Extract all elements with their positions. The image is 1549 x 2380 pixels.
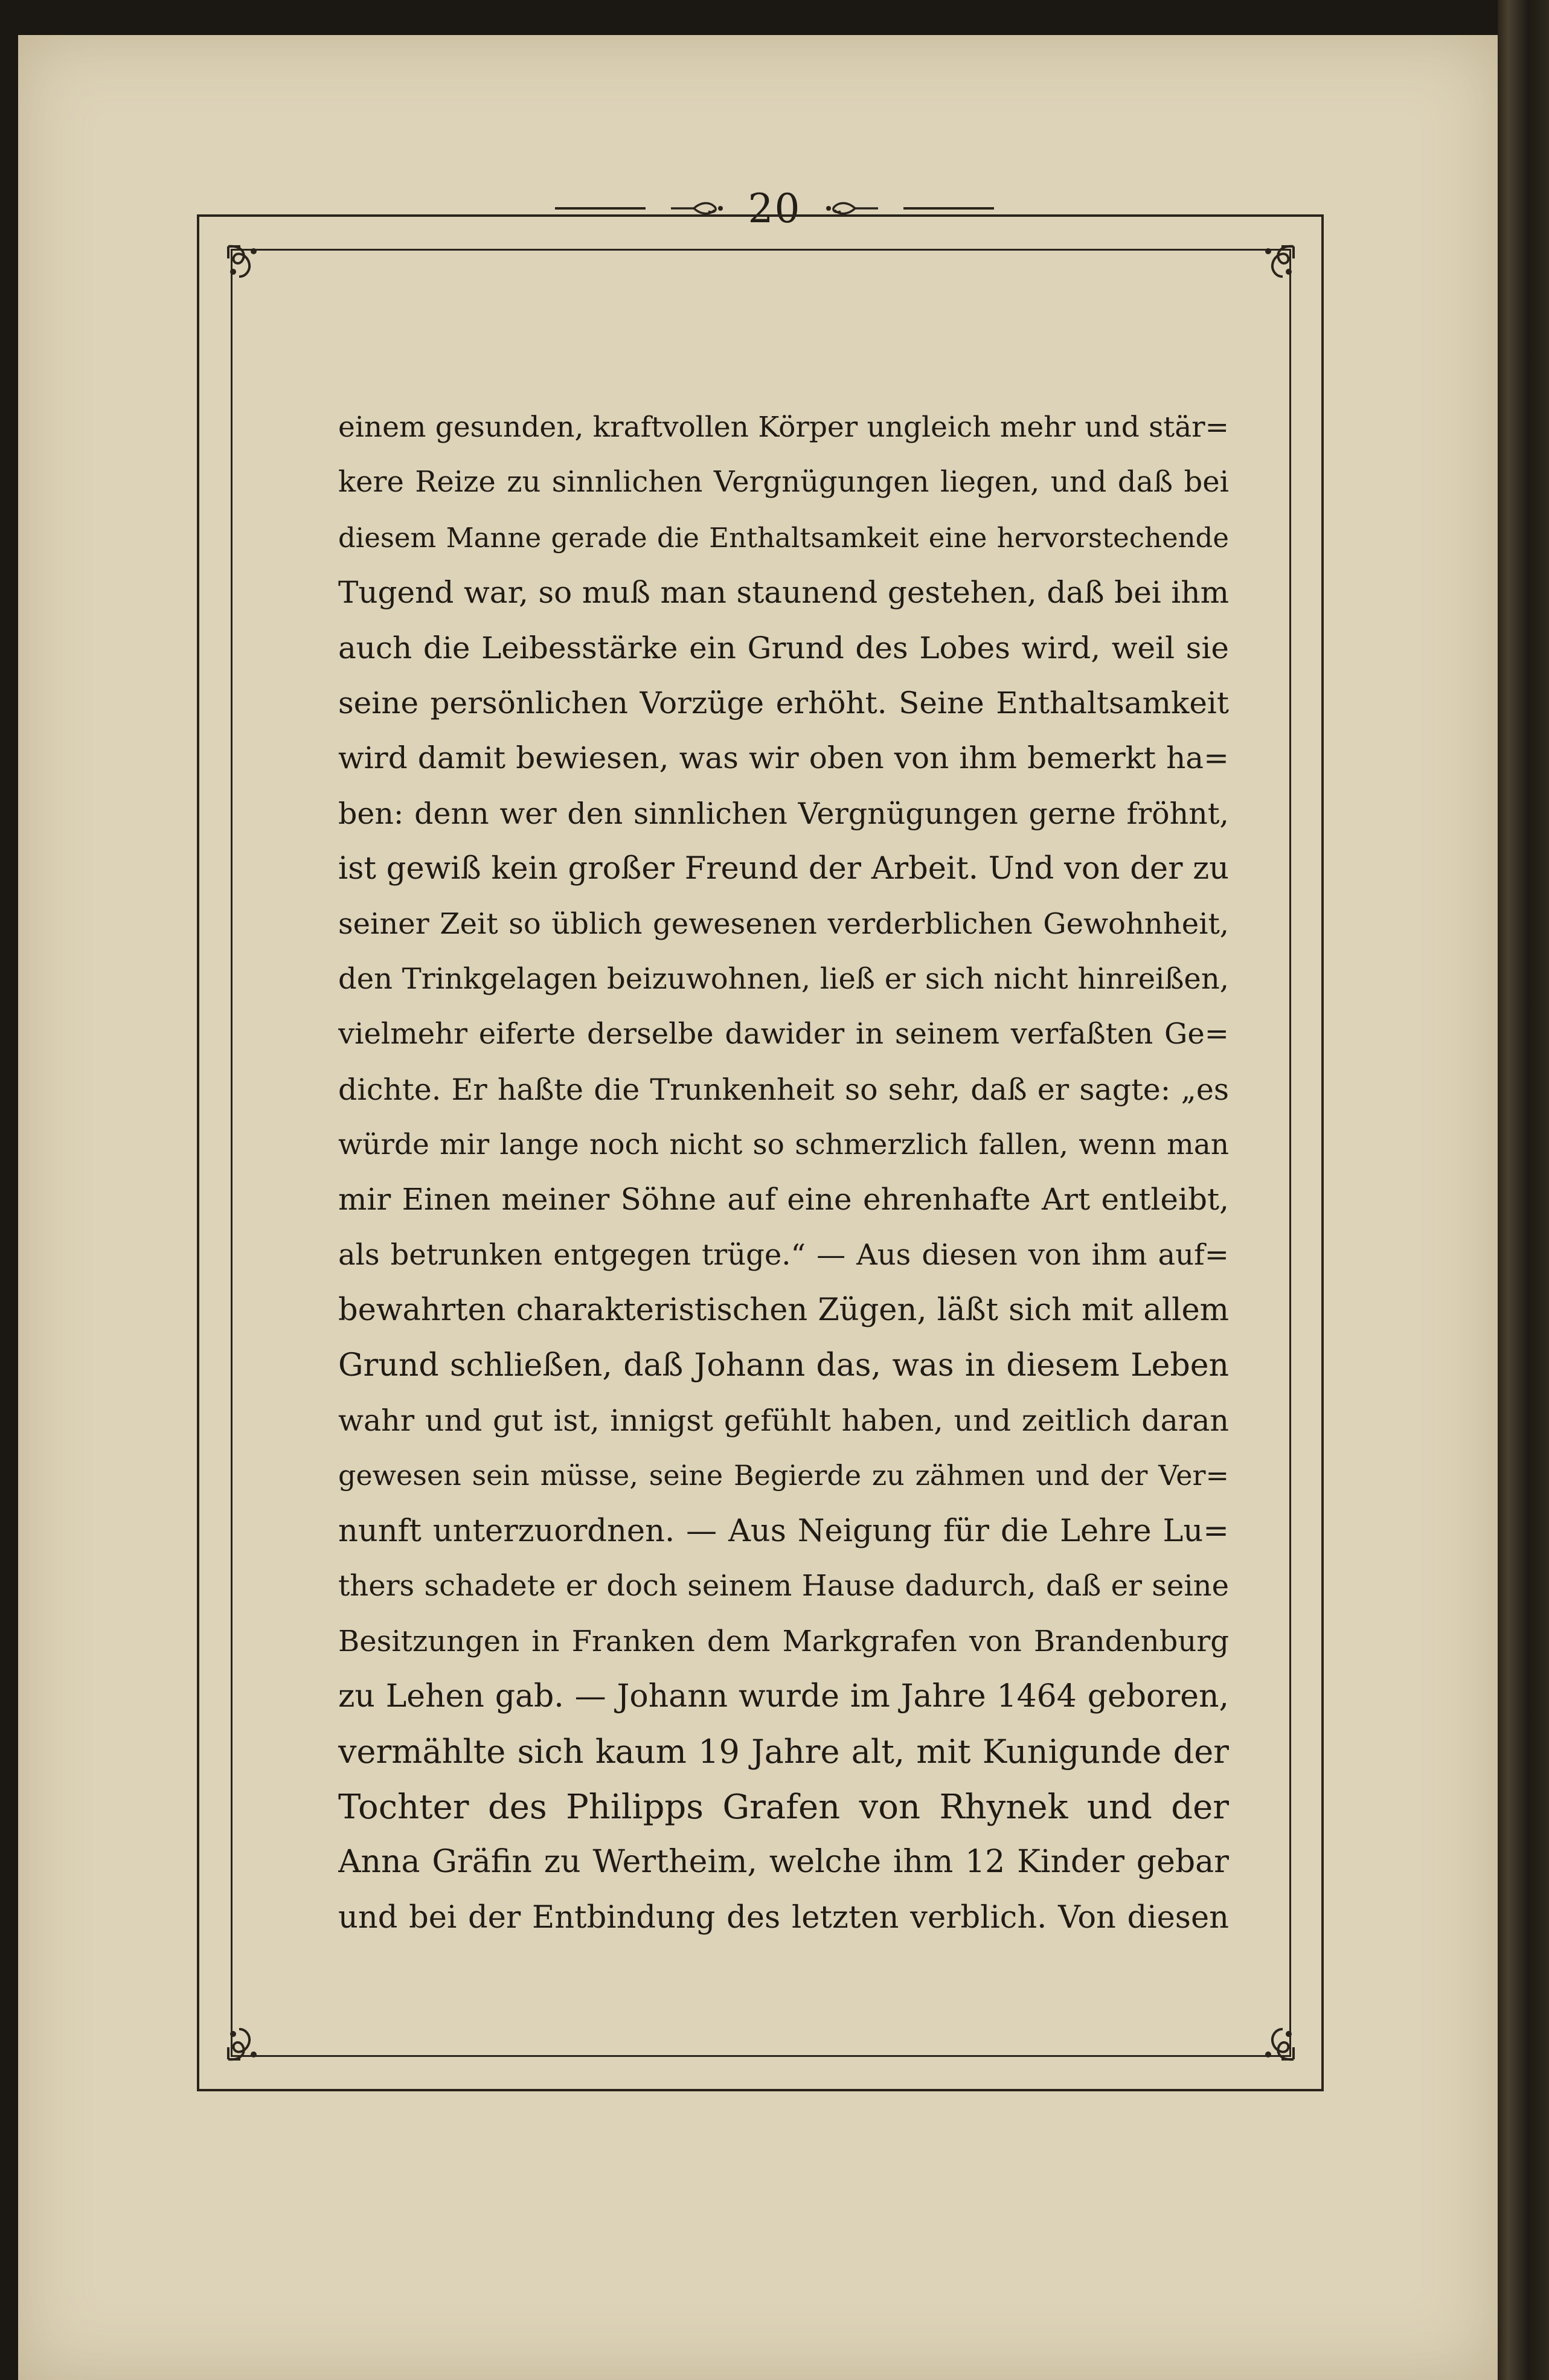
text-line: diesem Manne gerade die Enthaltsamkeit eine hervorstechende (338, 521, 1229, 554)
text-line: nunft unterzuordnen. — Aus Neigung für die Lehre Lu= (338, 1513, 1229, 1549)
text-line: thers schadete er doch seinem Hause dadurch, daß er seine (338, 1569, 1229, 1603)
text-line: Grund schließen, daß Johann das, was in diesem Leben (338, 1347, 1229, 1384)
text-line: seine persönlichen Vorzüge erhöht. Seine Enthaltsamkeit (338, 685, 1229, 720)
text-line: Tochter des Philipps Grafen von Rhynek und der (338, 1787, 1229, 1827)
text-line: kere Reize zu sinnlichen Vergnügungen liegen, und daß bei (338, 465, 1229, 499)
text-line: als betrunken entgegen trüge.“ — Aus diesen von ihm auf= (338, 1237, 1229, 1272)
text-line: den Trinkgelagen beizuwohnen, ließ er sich nicht hinreißen, (338, 961, 1229, 996)
text-line: gewesen sein müsse, seine Begierde zu zähmen und der Ver= (338, 1459, 1229, 1492)
text-line: einem gesunden, kraftvollen Körper ungleich mehr und stär= (338, 411, 1229, 444)
text-line: Tugend war, so muß man staunend gestehen, daß bei ihm (338, 575, 1229, 611)
text-line: dichte. Er haßte die Trunkenheit so sehr, daß er sagte: „es (338, 1072, 1229, 1107)
page-number: 20 (748, 185, 801, 232)
corner-ornament-top-right-icon (1257, 240, 1300, 283)
text-line: seiner Zeit so üblich gewesenen verderblichen Gewohnheit, (338, 906, 1229, 941)
text-line: auch die Leibesstärke ein Grund des Lobes wird, weil sie (338, 630, 1229, 666)
header-rule-left (555, 207, 646, 210)
text-line: vermählte sich kaum 19 Jahre alt, mit Kunigunde der (338, 1733, 1229, 1771)
body-text (338, 400, 1229, 1945)
corner-ornament-top-left-icon (222, 240, 265, 283)
text-line: wird damit bewiesen, was wir oben von ihm bemerkt ha= (338, 740, 1229, 776)
text-line: Besitzungen in Franken dem Markgrafen von Brandenburg (338, 1624, 1229, 1658)
text-line: würde mir lange noch nicht so schmerzlich fallen, wenn man (338, 1128, 1229, 1162)
text-line: Anna Gräfin zu Wertheim, welche ihm 12 Kinder gebar (338, 1844, 1229, 1881)
corner-ornament-bottom-left-icon (222, 2023, 265, 2065)
book-spine-edge (1498, 0, 1549, 2380)
text-line: zu Lehen gab. — Johann wurde im Jahre 1464 geboren, (338, 1678, 1229, 1714)
header-rule-right (903, 207, 994, 210)
text-line: ist gewiß kein großer Freund der Arbeit. Und von der zu (338, 851, 1229, 887)
text-line: vielmehr eiferte derselbe dawider in seinem verfaßten Ge= (338, 1017, 1229, 1051)
text-line: ben: denn wer den sinnlichen Vergnügungen gerne fröhnt, (338, 796, 1229, 831)
text-line: bewahrten charakteristischen Zügen, läßt sich mit allem (338, 1292, 1229, 1329)
text-line: und bei der Entbindung des letzten verblich. Von diesen (338, 1899, 1229, 1936)
text-line: wahr und gut ist, innigst gefühlt haben, und zeitlich daran (338, 1403, 1229, 1439)
text-line: mir Einen meiner Söhne auf eine ehrenhafte Art entleibt, (338, 1182, 1229, 1217)
corner-ornament-bottom-right-icon (1257, 2023, 1300, 2065)
